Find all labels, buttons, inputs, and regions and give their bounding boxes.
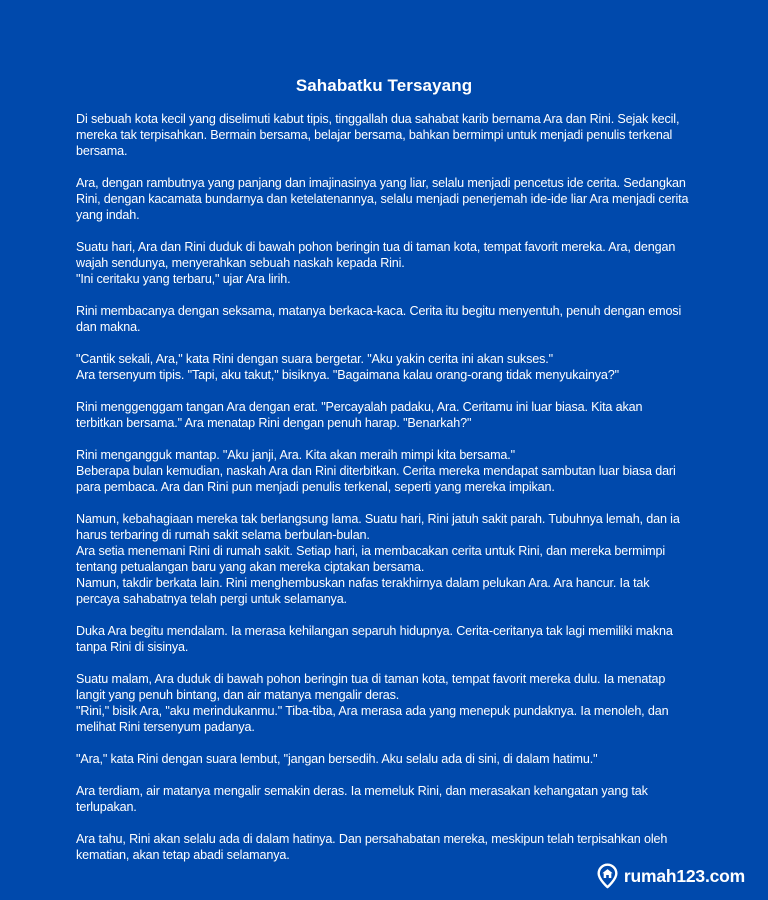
story-paragraph: Ara tahu, Rini akan selalu ada di dalam hatinya. Dan persahabatan mereka, meskipun telah terpisahkan oleh kematian, akan tetap abadi selamanya. xyxy=(76,832,668,862)
story-paragraph: Namun, kebahagiaan mereka tak berlangsung lama. Suatu hari, Rini jatuh sakit parah. Tubuhnya lemah, dan ia harus terbaring di rumah sakit selama berbulan-bulan. Ara setia menemani Rini di rumah sakit. Setiap hari, ia membacakan cerita untuk Rini, dan mereka bermimpi tentang petualangan baru yang akan mereka ciptakan bersama. Namun, takdir berkata lain. Rini menghembuskan nafas terakhirnya dalam pelukan Ara. Ara hancur. Ia tak percaya sahabatnya telah pergi untuk selamanya. xyxy=(76,512,680,606)
brand-name: rumah123.com xyxy=(623,865,745,886)
page-title: Sahabatku Tersayang xyxy=(295,76,473,95)
story-paragraph: "Ara," kata Rini dengan suara lembut, "jangan bersedih. Aku selalu ada di sini, di dalam hatimu." xyxy=(76,752,598,766)
story-body xyxy=(0,96,768,863)
story-paragraph: Rini mengangguk mantap. "Aku janji, Ara. Kita akan meraih mimpi kita bersama." Beberapa bulan kemudian, naskah Ara dan Rini diterbitkan. Cerita mereka mendapat sambutan luar biasa dari para pembaca. Ara dan Rini pun menjadi penulis terkenal, seperti yang mereka impikan. xyxy=(76,448,676,494)
brand-footer xyxy=(596,863,745,889)
story-paragraph: Di sebuah kota kecil yang diselimuti kabut tipis, tinggallah dua sahabat karib bernama Ara dan Rini. Sejak kecil, mereka tak terpisahkan. Bermain bersama, belajar bersama, bahkan bermimpi untuk menjadi penulis terkenal bersama. xyxy=(76,112,680,158)
story-paragraph: "Cantik sekali, Ara," kata Rini dengan suara bergetar. "Aku yakin cerita ini akan sukses." Ara tersenyum tipis. "Tapi, aku takut," bisiknya. "Bagaimana kalau orang-orang tidak menyukainya?" xyxy=(76,352,619,382)
story-paragraph: Rini menggenggam tangan Ara dengan erat. "Percayalah padaku, Ara. Ceritamu ini luar biasa. Kita akan terbitkan bersama." Ara menatap Rini dengan penuh harap. "Benarkah?" xyxy=(76,400,643,430)
story-paragraph: Duka Ara begitu mendalam. Ia merasa kehilangan separuh hidupnya. Cerita-ceritanya tak lagi memiliki makna tanpa Rini di sisinya. xyxy=(76,624,673,654)
story-paragraph: Suatu malam, Ara duduk di bawah pohon beringin tua di taman kota, tempat favorit mereka dulu. Ia menatap langit yang penuh bintang, dan air matanya mengalir deras. "Rini," bisik Ara, "aku merindukanmu." Tiba-tiba, Ara merasa ada yang menepuk pundaknya. Ia menoleh, dan melihat Rini tersenyum padanya. xyxy=(76,672,669,734)
house-pin-icon xyxy=(596,863,619,889)
story-paragraph: Suatu hari, Ara dan Rini duduk di bawah pohon beringin tua di taman kota, tempat favorit mereka. Ara, dengan wajah sendunya, menyerahkan sebuah naskah kepada Rini. "Ini ceritaku yang terbaru," ujar Ara lirih. xyxy=(76,240,676,286)
story-paragraph: Ara terdiam, air matanya mengalir semakin deras. Ia memeluk Rini, dan merasakan kehangatan yang tak terlupakan. xyxy=(76,784,648,814)
story-paragraph: Ara, dengan rambutnya yang panjang dan imajinasinya yang liar, selalu menjadi pencetus ide cerita. Sedangkan Rini, dengan kacamata bundarnya dan ketelatenannya, selalu menjadi penerjemah ide-ide liar Ara menjadi cerita yang indah. xyxy=(76,176,689,222)
story-paragraph: Rini membacanya dengan seksama, matanya berkaca-kaca. Cerita itu begitu menyentuh, penuh dengan emosi dan makna. xyxy=(76,304,682,334)
